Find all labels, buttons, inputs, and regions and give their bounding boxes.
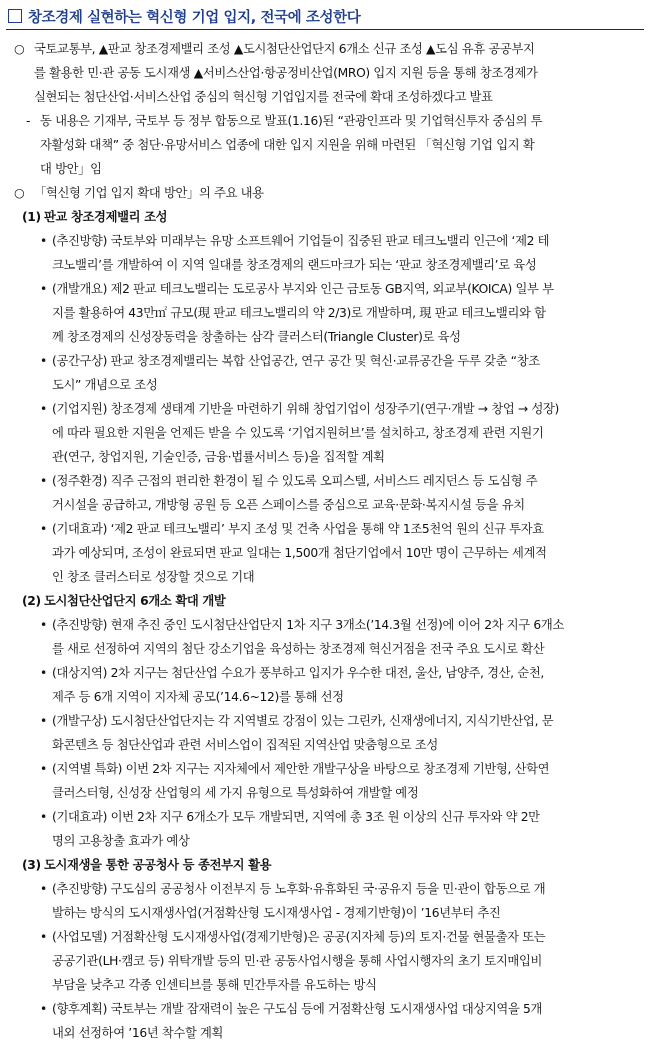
line-text: 클러스터형, 신성장 산업형의 세 가지 유형으로 특성화하여 개발할 예정 (52, 786, 419, 800)
line-text: 「혁신형 기업 입지 확대 방안」의 주요 내용 (34, 186, 264, 200)
text-line-with-marker (6, 709, 644, 733)
list-marker: • (40, 234, 47, 248)
line-text: 화콘텐츠 등 첨단산업과 관련 서비스업이 집적된 지역산업 맞춤형으로 조성 (52, 738, 438, 752)
list-marker: • (40, 474, 47, 488)
text-line (6, 61, 644, 85)
line-text: 실현되는 첨단산업·서비스산업 중심의 혁신형 기업입지를 전국에 확대 조성하겠다고 발표 (34, 90, 493, 104)
line-text: (기업지원) 창조경제 생태계 기반을 마련하기 위해 창업기업이 성장주기(연구·개발 → 창업 → 성장) (52, 402, 559, 416)
line-text: 인 창조 클러스터로 성장할 것으로 기대 (52, 570, 255, 584)
text-line-with-marker (6, 517, 644, 541)
line-text: 도시첨단산업단지 6개소 확대 개발 (44, 594, 226, 608)
text-line (6, 85, 644, 109)
text-line (6, 373, 644, 397)
list-marker: ○ (14, 186, 25, 200)
document-body (6, 37, 644, 1045)
list-marker: • (40, 714, 47, 728)
text-line (6, 445, 644, 469)
line-text: (공간구상) 판교 창조경제밸리는 복합 산업공간, 연구 공간 및 혁신·교류공간을 두루 갖춘 “창조 (52, 354, 540, 368)
document-title-bar (6, 3, 644, 30)
text-line-with-marker (6, 925, 644, 949)
text-line (6, 781, 644, 805)
line-text: (기대효과) 이번 2차 지구 6개소가 모두 개발되면, 지역에 총 3조 원 이상의 신규 투자와 약 2만 (52, 810, 540, 824)
list-marker: (3) (22, 858, 41, 872)
text-line (6, 157, 644, 181)
line-text: (기대효과) ‘제2 판교 테크노밸리’ 부지 조성 및 건축 사업을 통해 약 1조5천억 원의 신규 투자효 (52, 522, 544, 536)
text-line (6, 685, 644, 709)
text-line (6, 565, 644, 589)
text-line-with-marker (6, 397, 644, 421)
line-text: (대상지역) 2차 지구는 첨단산업 수요가 풍부하고 입지가 우수한 대전, 울산, 남양주, 경산, 순천, (52, 666, 544, 680)
line-text: 공공기관(LH·캠코 등) 위탁개발 등의 민·관 공동사업시행을 통해 사업시행자의 초기 토지매입비 (52, 954, 543, 968)
title-checkbox-icon (8, 9, 22, 23)
list-marker: • (40, 402, 47, 416)
line-text: 를 활용한 민·관 공동 도시재생 ▲서비스산업·항공정비산업(MRO) 입지 지원 등을 통해 창조경제가 (34, 66, 538, 80)
line-text: (정주환경) 직주 근접의 편리한 환경이 될 수 있도록 오피스텔, 서비스드 레지던스 등 도심형 주 (52, 474, 538, 488)
list-marker: (1) (22, 210, 41, 224)
text-line (6, 301, 644, 325)
text-line-with-marker (6, 757, 644, 781)
list-marker: • (40, 1002, 47, 1016)
list-marker: • (40, 354, 47, 368)
text-line-with-marker (6, 589, 644, 613)
list-marker: ○ (14, 42, 25, 56)
line-text: (지역별 특화) 이번 2차 지구는 지자체에서 제안한 개발구상을 바탕으로 창조경제 기반형, 산학연 (52, 762, 550, 776)
list-marker: • (40, 618, 47, 632)
text-line (6, 637, 644, 661)
text-line-with-marker (6, 181, 644, 205)
document-title: 창조경제 실현하는 혁신형 기업 입지, 전국에 조성한다 (28, 9, 361, 26)
line-text: 과가 예상되며, 조성이 완료되면 판교 일대는 1,500개 첨단기업에서 10만 명이 근무하는 세계적 (52, 546, 547, 560)
line-text: 명의 고용창출 효과가 예상 (52, 834, 190, 848)
text-line (6, 949, 644, 973)
line-text: 께 창조경제의 신성장동력을 창출하는 삼각 클러스터(Triangle Cluster)로 육성 (52, 330, 461, 344)
list-marker: • (40, 882, 47, 896)
text-line (6, 541, 644, 565)
line-text: (향후계획) 국토부는 개발 잠재력이 높은 구도심 등에 거점확산형 도시재생사업 대상지역을 5개 (52, 1002, 543, 1016)
list-marker: • (40, 282, 47, 296)
list-marker: • (40, 930, 47, 944)
text-line-with-marker (6, 853, 644, 877)
list-marker: • (40, 810, 47, 824)
text-line-with-marker (6, 349, 644, 373)
text-line-with-marker (6, 37, 644, 61)
text-line-with-marker (6, 469, 644, 493)
text-line-with-marker (6, 805, 644, 829)
text-line (6, 493, 644, 517)
list-marker: • (40, 522, 47, 536)
list-marker: • (40, 666, 47, 680)
text-line-with-marker (6, 229, 644, 253)
text-line-with-marker (6, 997, 644, 1021)
text-line (6, 973, 644, 997)
line-text: 를 새로 선정하여 지역의 첨단 강소기업을 육성하는 창조경제 혁신거점을 전국 주요 도시로 확산 (52, 642, 545, 656)
text-line (6, 253, 644, 277)
text-line-with-marker (6, 661, 644, 685)
text-line-with-marker (6, 877, 644, 901)
line-text: 판교 창조경제밸리 조성 (44, 210, 168, 224)
line-text: 부담을 낮추고 각종 인센티브를 통해 민간투자를 유도하는 방식 (52, 978, 377, 992)
text-line (6, 325, 644, 349)
line-text: 지를 활용하여 43만㎡ 규모(現 판교 테크노밸리의 약 2/3)로 개발하며, 現 판교 테크노밸리와 함 (52, 306, 546, 320)
line-text: (사업모델) 거점확산형 도시재생사업(경제기반형)은 공공(지자체 등)의 토지·건물 현물출자 또는 (52, 930, 546, 944)
line-text: 동 내용은 기재부, 국토부 등 정부 합동으로 발표(1.16)된 “관광인프라 및 기업혁신투자 중심의 투 (40, 114, 543, 128)
text-line (6, 901, 644, 925)
text-line-with-marker (6, 205, 644, 229)
line-text: (추진방향) 구도심의 공공청사 이전부지 등 노후화·유휴화된 국·공유지 등을 민·관이 합동으로 개 (52, 882, 546, 896)
line-text: 내외 선정하여 ’16년 착수할 계획 (52, 1026, 224, 1040)
line-text: 에 따라 필요한 지원을 언제든 받을 수 있도록 ‘기업지원허브’를 설치하고, 창조경제 관련 지원기 (52, 426, 544, 440)
line-text: 국토교통부, ▲판교 창조경제밸리 조성 ▲도시첨단산업단지 6개소 신규 조성 ▲도심 유휴 공공부지 (34, 42, 535, 56)
line-text: 대 방안」임 (40, 162, 102, 176)
list-marker: (2) (22, 594, 41, 608)
text-line (6, 133, 644, 157)
text-line (6, 733, 644, 757)
line-text: 자활성화 대책” 중 첨단·유망서비스 업종에 대한 입지 지원을 위해 마련된 「혁신형 기업 입지 확 (40, 138, 535, 152)
line-text: (추진방향) 현재 추진 중인 도시첨단산업단지 1차 지구 3개소(’14.3월 선정)에 이어 2차 지구 6개소 (52, 618, 564, 632)
line-text: 발하는 방식의 도시재생사업(거점확산형 도시재생사업 - 경제기반형)이 ’16년부터 추진 (52, 906, 501, 920)
list-marker: • (40, 762, 47, 776)
text-line (6, 421, 644, 445)
list-marker: - (26, 114, 31, 128)
line-text: (개발구상) 도시첨단산업단지는 각 지역별로 강점이 있는 그린카, 신재생에너지, 지식기반산업, 문 (52, 714, 554, 728)
text-line (6, 829, 644, 853)
line-text: 거시설을 공급하고, 개방형 공원 등 오픈 스페이스를 중심으로 교육·문화·복지시설 등을 유치 (52, 498, 525, 512)
line-text: 제주 등 6개 지역이 지자체 공모(’14.6~12)를 통해 선정 (52, 690, 344, 704)
line-text: 크노밸리’를 개발하여 이 지역 일대를 창조경제의 랜드마크가 되는 ‘판교 창조경제밸리’로 육성 (52, 258, 537, 272)
line-text: (추진방향) 국토부와 미래부는 유망 소프트웨어 기업들이 집중된 판교 테크노밸리 인근에 ‘제2 테 (52, 234, 550, 248)
text-line-with-marker (6, 613, 644, 637)
line-text: 도시” 개념으로 조성 (52, 378, 158, 392)
line-text: 도시재생을 통한 공공청사 등 종전부지 활용 (44, 858, 272, 872)
text-line-with-marker (6, 109, 644, 133)
line-text: 관(연구, 창업지원, 기술인증, 금융·법률서비스 등)을 집적할 계획 (52, 450, 385, 464)
line-text: (개발개요) 제2 판교 테크노밸리는 도로공사 부지와 인근 금토동 GB지역, 외교부(KOICA) 일부 부 (52, 282, 554, 296)
text-line (6, 1021, 644, 1045)
text-line-with-marker (6, 277, 644, 301)
